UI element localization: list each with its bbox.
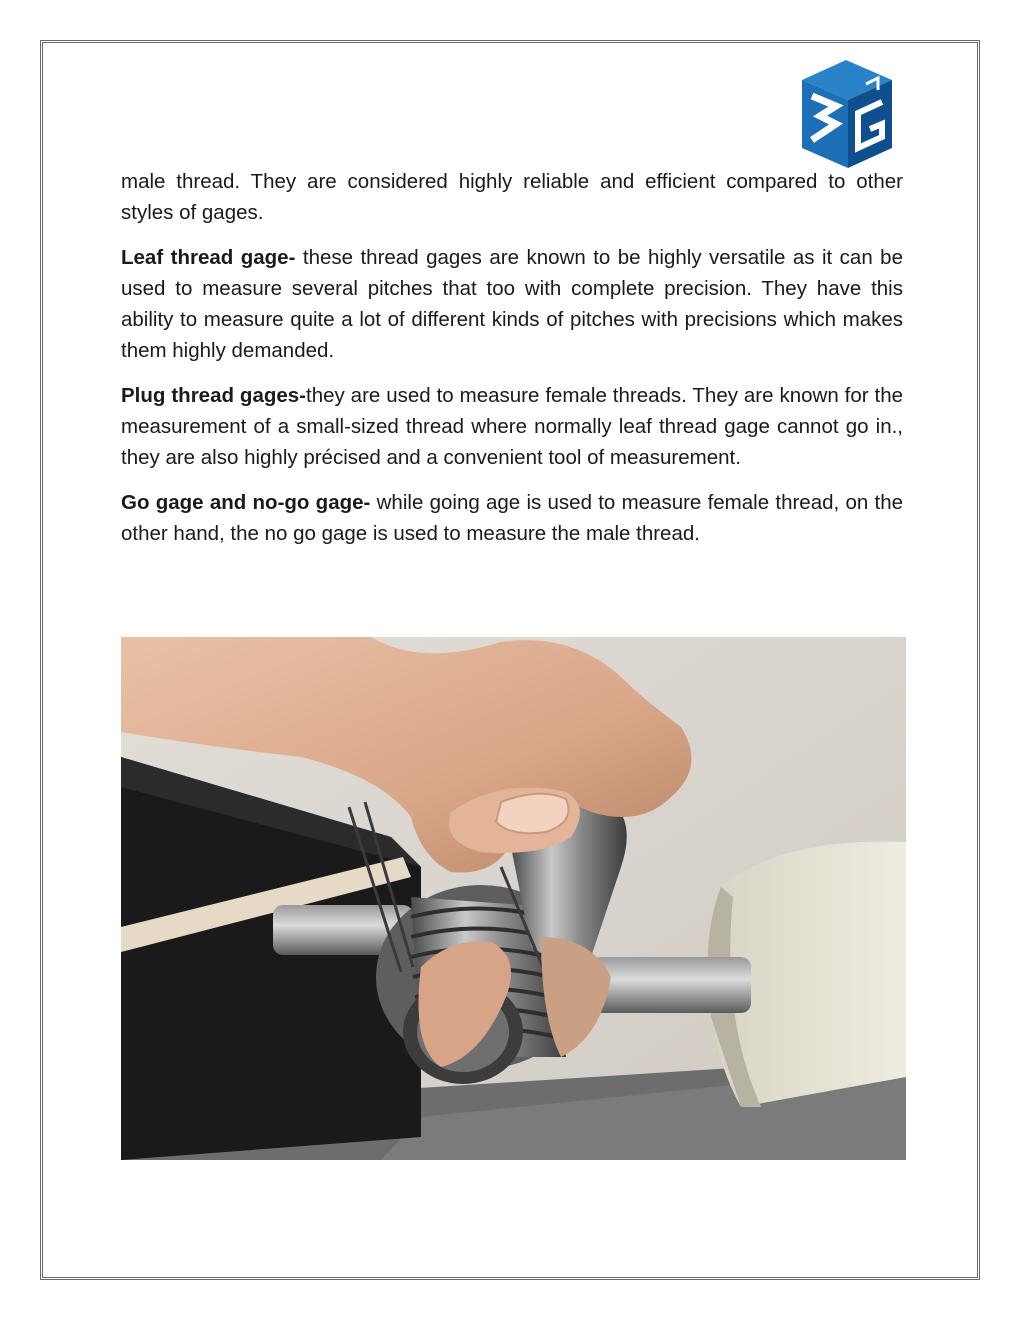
hand-thread-gage-photo: [121, 637, 906, 1160]
document-body: [121, 166, 903, 563]
paragraph-leaf-thread-gage: [121, 242, 903, 366]
paragraph-text: these thread gages are known to be highly versatile as it can be used to measure several pitches that too with complete precision. They have this ability to measure quite a lot of different kinds of pitches with precisions which makes them highly demanded.: [121, 246, 903, 362]
paragraph-intro: [121, 166, 903, 228]
paragraph-lead: Plug thread gages-: [121, 384, 306, 407]
paragraph-text: while going age is used to measure female thread, on the other hand, the no go gage is used to measure the male thread.: [121, 491, 903, 545]
paragraph-text: male thread. They are considered highly reliable and efficient compared to other styles of gages.: [121, 170, 903, 224]
paragraph-lead: Leaf thread gage-: [121, 246, 296, 269]
paragraph-go-no-go-gage: [121, 487, 903, 549]
3g-cube-logo-icon: [796, 58, 896, 170]
paragraph-lead: Go gage and no-go gage-: [121, 491, 371, 514]
paragraph-plug-thread-gages: [121, 380, 903, 473]
paragraph-text: they are used to measure female threads. They are known for the measurement of a small-sized thread where normally leaf thread gage cannot go in., they are also highly précised and a convenient tool of measurement.: [121, 384, 904, 469]
